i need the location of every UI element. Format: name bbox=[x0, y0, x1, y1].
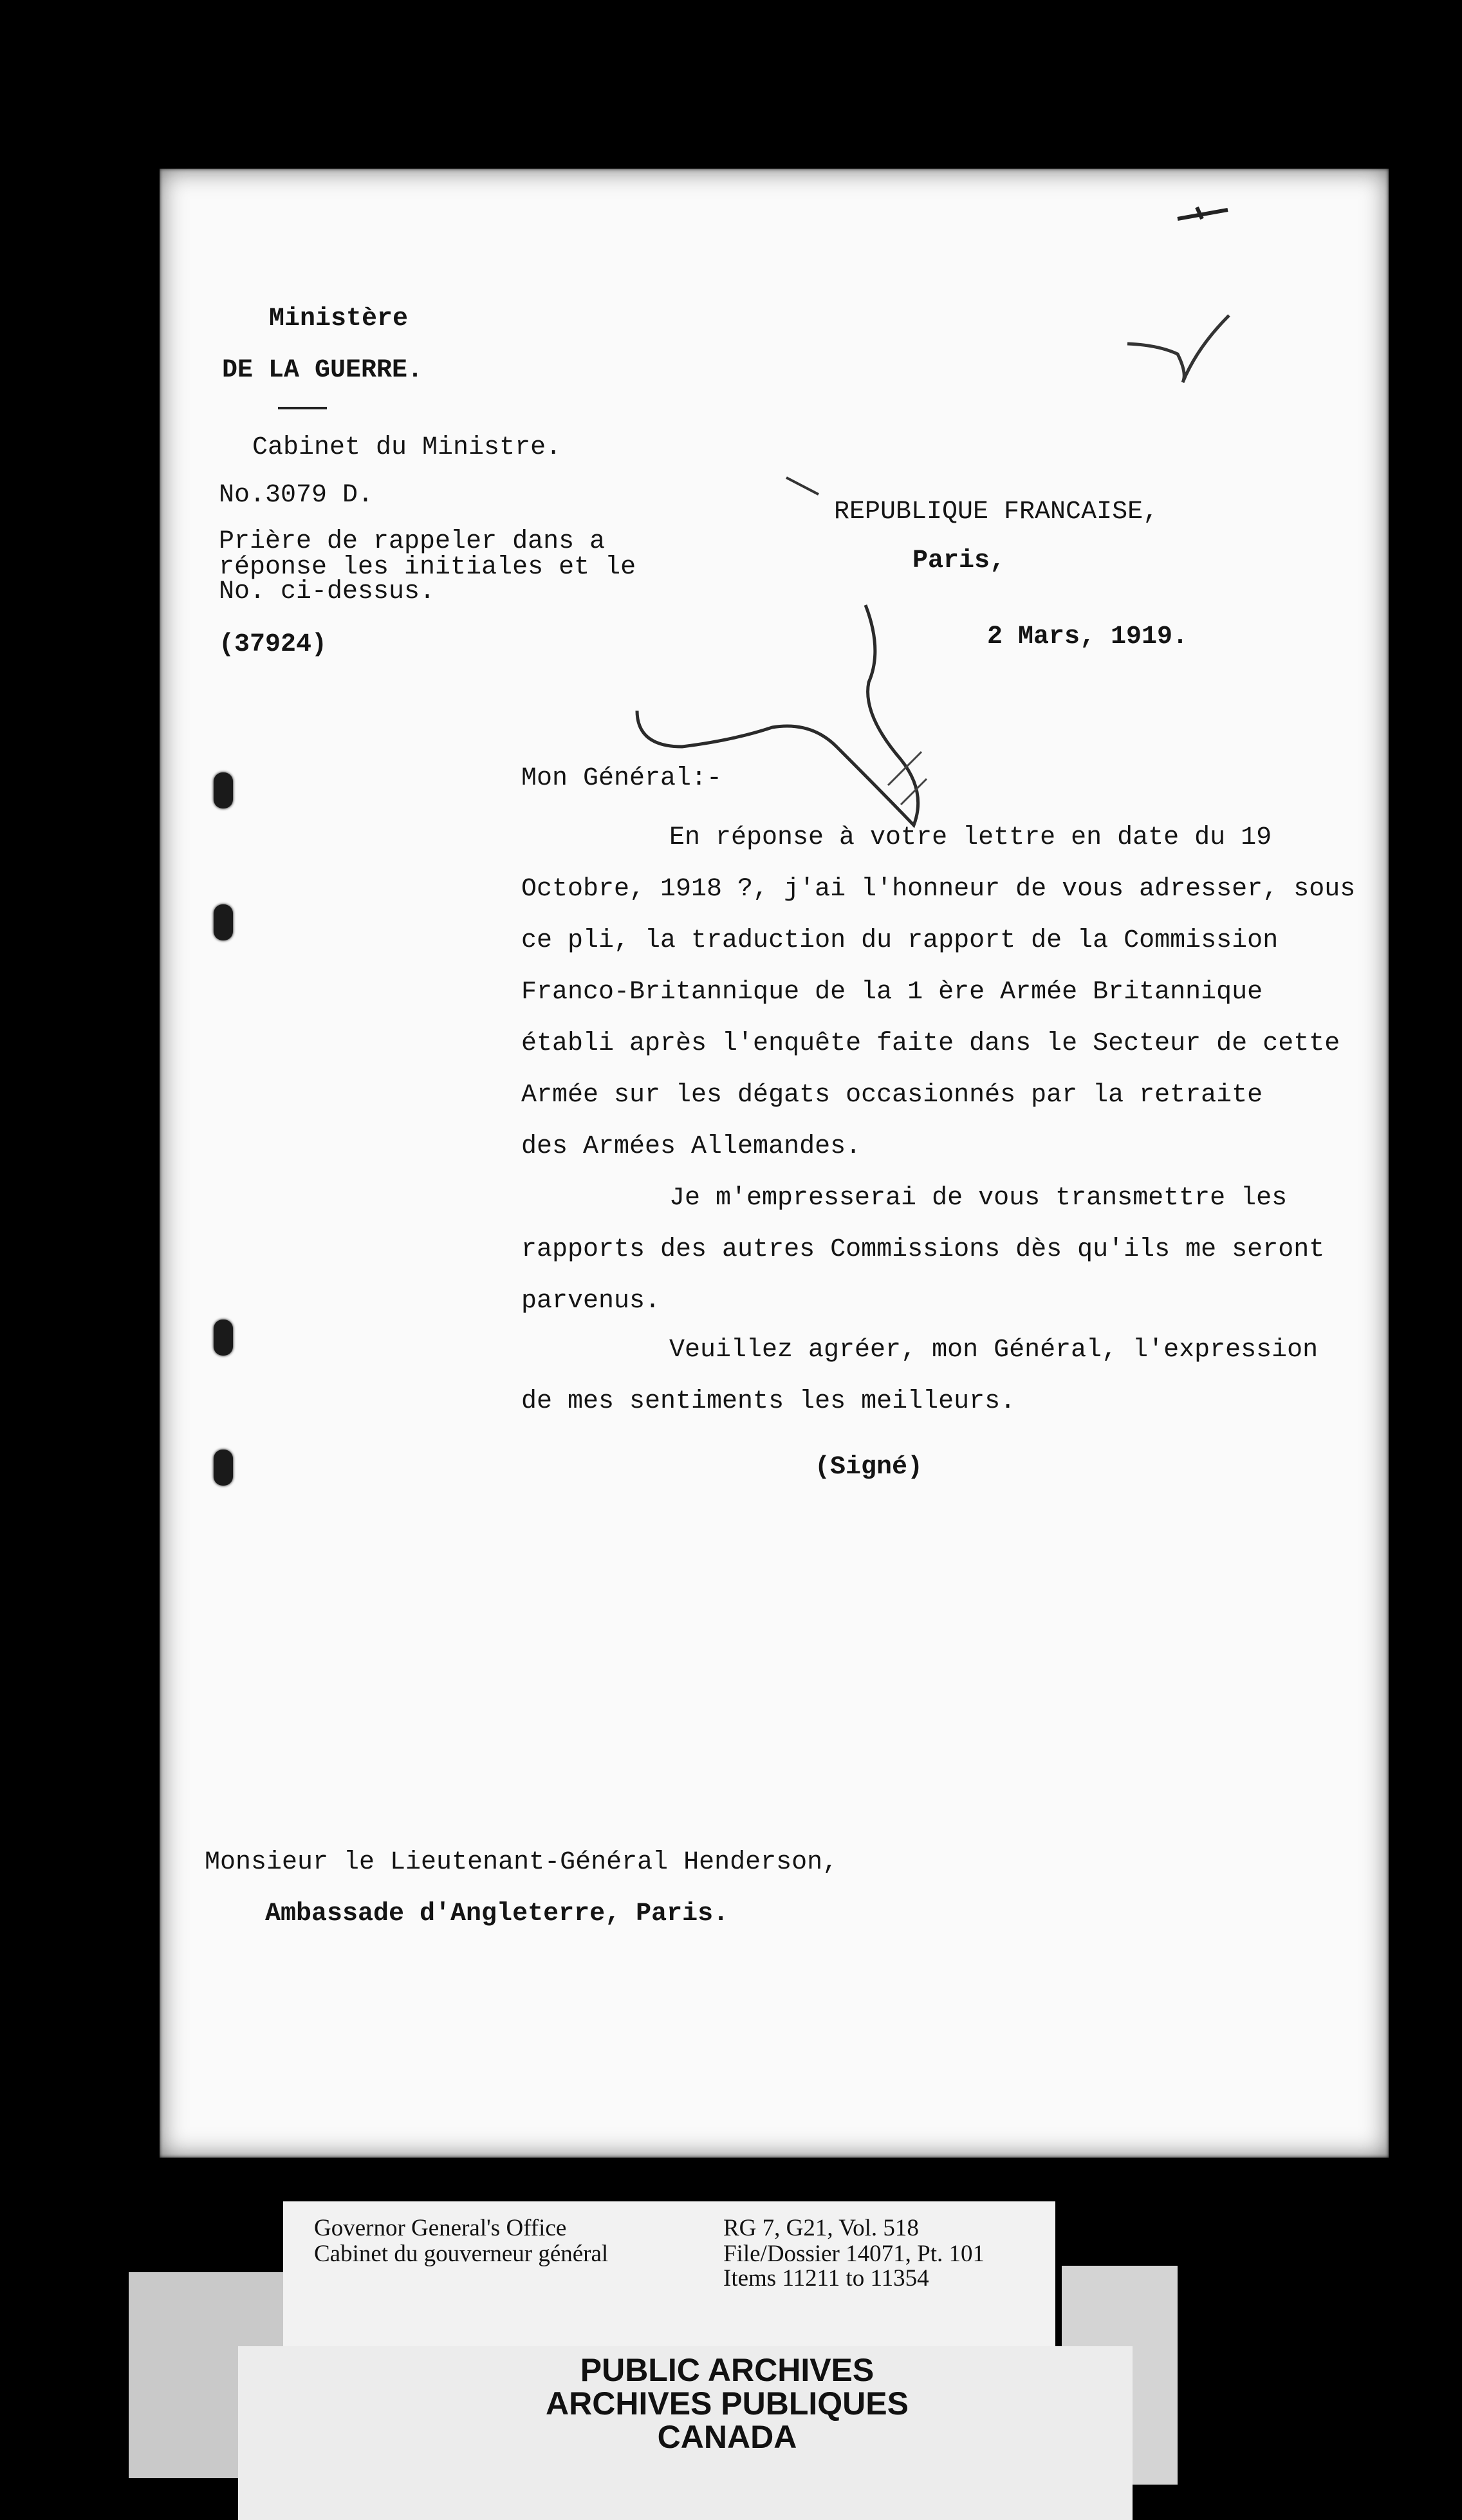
signature: (Signé) bbox=[815, 1453, 923, 1482]
body-paragraph bbox=[521, 1325, 1358, 1428]
body-line: Franco-Britannique de la 1 ère Armée Britannique bbox=[521, 978, 1263, 1007]
body-line: des Armées Allemandes. bbox=[521, 1132, 862, 1161]
binder-hole bbox=[214, 1320, 233, 1356]
body-line: Octobre, 1918 ?, j'ai l'honneur de vous adresser, sous bbox=[521, 875, 1356, 904]
body-line: établi après l'enquête faite dans le Secteur de cette bbox=[521, 1029, 1340, 1058]
archives-country: CANADA bbox=[657, 2419, 797, 2455]
instructions-line: réponse les initiales et le bbox=[219, 553, 636, 582]
body-paragraph bbox=[521, 1173, 1358, 1327]
archive-rg: RG 7, G21, Vol. 518 bbox=[723, 2215, 919, 2241]
ministry-name: Ministère bbox=[269, 304, 409, 333]
instructions-line: Prière de rappeler dans a bbox=[219, 527, 606, 556]
body-line: Veuillez agréer, mon Général, l'expression bbox=[669, 1336, 1319, 1365]
city: Paris, bbox=[912, 546, 1006, 575]
body-line: ce pli, la traduction du rapport de la Commission bbox=[521, 926, 1279, 955]
archive-file: File/Dossier 14071, Pt. 101 bbox=[723, 2241, 985, 2267]
addressee-line: Ambassade d'Angleterre, Paris. bbox=[265, 1899, 729, 1928]
archives-en: PUBLIC ARCHIVES bbox=[580, 2352, 874, 2388]
date: 2 Mars, 1919. bbox=[987, 622, 1189, 651]
binder-hole bbox=[214, 772, 233, 808]
republic-heading: REPUBLIQUE FRANCAISE, bbox=[834, 498, 1159, 527]
archive-office-fr: Cabinet du gouverneur général bbox=[314, 2241, 609, 2267]
addressee-line: Monsieur le Lieutenant-Général Henderson, bbox=[205, 1848, 838, 1877]
body-line: En réponse à votre lettre en date du 19 bbox=[669, 823, 1272, 852]
binder-hole bbox=[214, 904, 233, 940]
salutation: Mon Général:- bbox=[521, 764, 723, 793]
document-number: No.3079 D. bbox=[219, 481, 374, 510]
body-line: de mes sentiments les meilleurs. bbox=[521, 1387, 1016, 1416]
body-line: rapports des autres Commissions dès qu'ils me seront bbox=[521, 1235, 1325, 1264]
reference-number: (37924) bbox=[219, 630, 328, 659]
instructions-line: No. ci-dessus. bbox=[219, 577, 436, 606]
archives-stamp bbox=[367, 2353, 1087, 2454]
body-paragraph bbox=[521, 812, 1358, 1173]
ministry-subtitle: DE LA GUERRE. bbox=[222, 356, 423, 385]
archive-office-en: Governor General's Office bbox=[314, 2215, 567, 2241]
body-line: Armée sur les dégats occasionnés par la retraite bbox=[521, 1081, 1263, 1110]
cabinet-line: Cabinet du Ministre. bbox=[252, 433, 562, 462]
body-line: parvenus. bbox=[521, 1287, 661, 1316]
binder-hole bbox=[214, 1450, 233, 1486]
archives-fr: ARCHIVES PUBLIQUES bbox=[546, 2385, 909, 2422]
body-line: Je m'empresserai de vous transmettre les bbox=[669, 1184, 1288, 1213]
letterhead-divider bbox=[278, 407, 327, 409]
archive-items: Items 11211 to 11354 bbox=[723, 2265, 929, 2291]
